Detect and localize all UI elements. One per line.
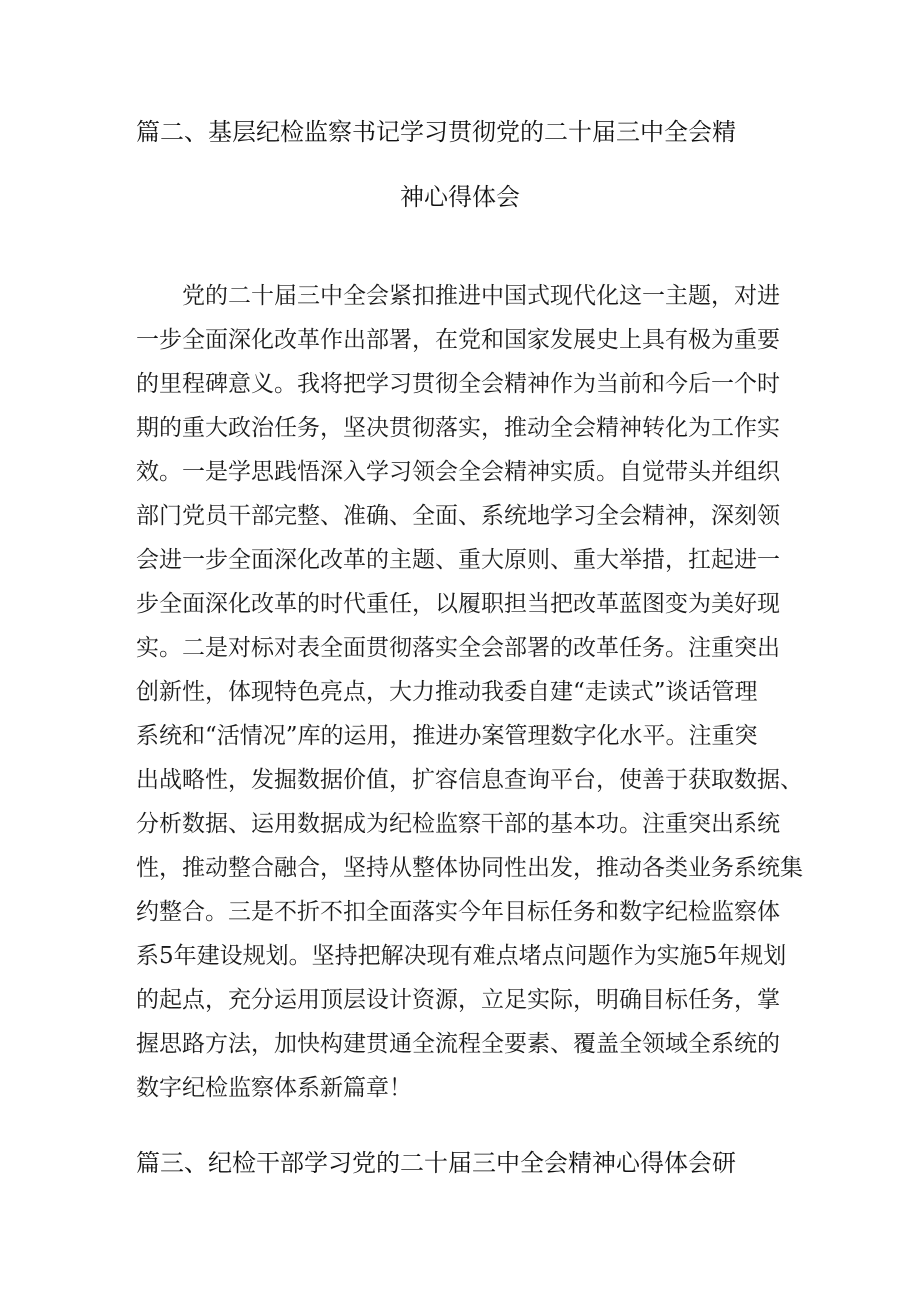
section2-title-line2: 神心得体会 xyxy=(400,183,520,211)
section2-title-line1: 篇二、基层纪检监察书记学习贯彻党的二十届三中全会精 xyxy=(136,118,736,146)
paragraph-line: 创新性，体现特色亮点，大力推动我委自建“走读式”谈话管理 xyxy=(136,679,758,705)
section3-title-line1: 篇三、纪检干部学习党的二十届三中全会精神心得体会研 xyxy=(136,1149,736,1177)
paragraph-line: 的里程碑意义。我将把学习贯彻全会精神作为当前和今后一个时 xyxy=(136,371,780,397)
paragraph-line: 系5年建设规划。坚持把解决现有难点堵点问题作为实施5年规划 xyxy=(136,943,787,969)
paragraph-line: 出战略性，发掘数据价值，扩容信息查询平台，使善于获取数据、 xyxy=(136,767,803,793)
paragraph-line: 步全面深化改革的时代重任，以履职担当把改革蓝图变为美好现 xyxy=(136,591,780,617)
paragraph-line: 性，推动整合融合，坚持从整体协同性出发，推动各类业务系统集 xyxy=(136,855,803,881)
paragraph-line: 系统和“活情况”库的运用，推进办案管理数字化水平。注重突 xyxy=(136,723,758,749)
paragraph-line: 约整合。三是不折不扣全面落实今年目标任务和数字纪检监察体 xyxy=(136,899,780,925)
paragraph-line: 握思路方法，加快构建贯通全流程全要素、覆盖全领域全系统的 xyxy=(136,1031,780,1057)
paragraph-line: 期的重大政治任务，坚决贯彻落实，推动全会精神转化为工作实 xyxy=(136,415,780,441)
paragraph-line: 会进一步全面深化改革的主题、重大原则、重大举措，扛起进一 xyxy=(136,547,780,573)
paragraph-line: 一步全面深化改革作出部署，在党和国家发展史上具有极为重要 xyxy=(136,327,780,353)
paragraph-line: 党的二十届三中全会紧扣推进中国式现代化这一主题，对进 xyxy=(136,283,780,309)
paragraph-line: 分析数据、运用数据成为纪检监察干部的基本功。注重突出系统 xyxy=(136,811,780,837)
paragraph-line: 实。二是对标对表全面贯彻落实全会部署的改革任务。注重突出 xyxy=(136,635,780,661)
paragraph-line: 效。一是学思践悟深入学习领会全会精神实质。自觉带头并组织 xyxy=(136,459,780,485)
paragraph-line: 部门党员干部完整、准确、全面、系统地学习全会精神，深刻领 xyxy=(136,503,780,529)
paragraph-line: 数字纪检监察体系新篇章！ xyxy=(136,1075,412,1101)
paragraph-line: 的起点，充分运用顶层设计资源，立足实际，明确目标任务，掌 xyxy=(136,987,780,1013)
